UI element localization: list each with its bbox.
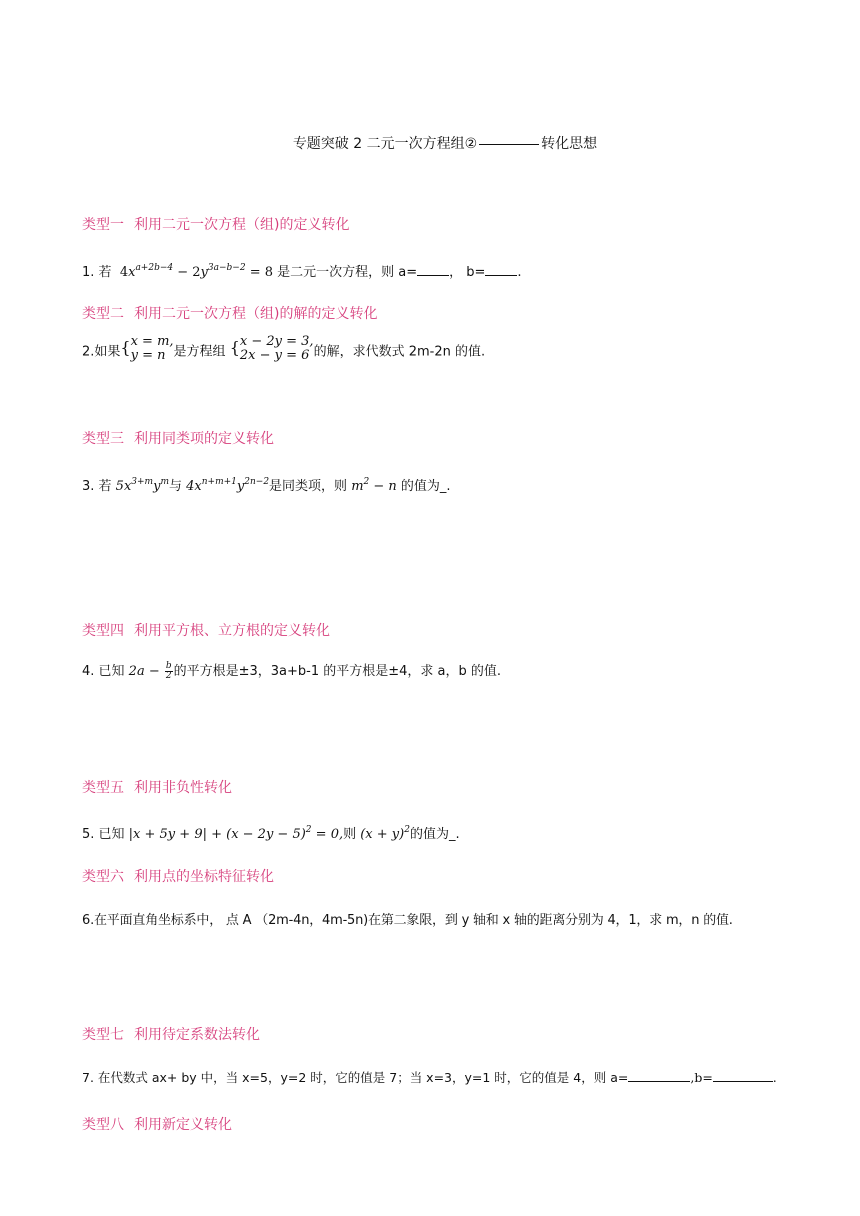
section-heading-3 bbox=[82, 428, 274, 448]
section-heading-6 bbox=[82, 866, 274, 886]
q2-sys2-line2: 2x − y = 6 bbox=[239, 348, 310, 363]
q3-suffix: 的值为_. bbox=[396, 479, 451, 494]
section-text: 利用同类项的定义转化 bbox=[134, 431, 274, 447]
q7-mid: ,b= bbox=[690, 1070, 713, 1085]
q3-term3: 4x bbox=[186, 479, 202, 494]
section-heading-7 bbox=[82, 1024, 260, 1044]
solution-system bbox=[120, 335, 173, 363]
q2-sys1-line2: y = n bbox=[130, 348, 166, 363]
q3-term5-exp: 2 bbox=[363, 477, 370, 487]
answer-blank-b[interactable] bbox=[485, 263, 517, 276]
answer-blank-a[interactable] bbox=[417, 263, 449, 276]
question-1 bbox=[82, 258, 522, 283]
section-type: 类型五 bbox=[82, 780, 124, 796]
section-text: 利用待定系数法转化 bbox=[134, 1027, 260, 1043]
q3-term4: y bbox=[236, 479, 245, 494]
section-text: 利用平方根、立方根的定义转化 bbox=[134, 623, 330, 639]
section-type: 类型七 bbox=[82, 1027, 124, 1043]
question-2 bbox=[82, 334, 486, 363]
fraction bbox=[165, 662, 173, 681]
title-right: 转化思想 bbox=[541, 136, 598, 152]
q3-term5: m bbox=[351, 479, 364, 494]
q5-expr3: (x + y) bbox=[360, 827, 405, 842]
q1-minus: − 2 bbox=[173, 265, 201, 280]
q2-suffix: 的解，求代数式 2m-2n 的值. bbox=[313, 344, 486, 360]
fraction-denominator: 2 bbox=[165, 671, 172, 681]
section-heading-8 bbox=[82, 1114, 232, 1134]
question-7 bbox=[82, 1068, 777, 1088]
section-type: 类型三 bbox=[82, 431, 124, 447]
q1-exp-x: a+2b−4 bbox=[135, 263, 174, 273]
q2-mid: 是方程组 bbox=[173, 344, 226, 360]
question-6: 6.在平面直角坐标系中， 点 A （2m-4n，4m-5n)在第二象限，到 y 轴和 x 轴的距离分别为 4，1，求 m，n 的值. bbox=[82, 913, 733, 928]
section-text: 利用新定义转化 bbox=[134, 1117, 232, 1133]
question-4 bbox=[82, 662, 501, 682]
q1-coef: 4 bbox=[119, 265, 129, 280]
q3-term2-exp: m bbox=[160, 477, 169, 487]
q1-equals: = 8 bbox=[245, 265, 274, 280]
section-type: 类型六 bbox=[82, 869, 124, 885]
section-text: 利用非负性转化 bbox=[134, 780, 232, 796]
q1-mid2: ， b= bbox=[449, 265, 486, 280]
page-title bbox=[0, 133, 860, 153]
section-type: 类型四 bbox=[82, 623, 124, 639]
q7-end: . bbox=[772, 1070, 777, 1085]
question-5 bbox=[82, 820, 460, 845]
q5-prefix: 5. 已知 bbox=[82, 827, 129, 842]
q2-prefix: 2.如果 bbox=[82, 344, 121, 360]
title-dash bbox=[479, 144, 539, 145]
fraction-numerator: b bbox=[165, 661, 172, 671]
q4-expr: 2a − bbox=[128, 664, 164, 679]
q5-exp1: 2 bbox=[305, 825, 312, 835]
brace-icon: { bbox=[120, 337, 131, 357]
q1-var-x: x bbox=[128, 265, 136, 280]
q1-var-y: y bbox=[200, 265, 208, 280]
q3-mid: 与 bbox=[169, 479, 187, 494]
brace-icon: { bbox=[229, 337, 240, 357]
section-type: 类型二 bbox=[82, 306, 124, 322]
q3-term1: 5x bbox=[115, 479, 132, 494]
q5-exp2: 2 bbox=[404, 825, 410, 835]
q3-term4-exp: 2n−2 bbox=[244, 477, 270, 487]
q4-prefix: 4. 已知 bbox=[82, 664, 129, 679]
q5-suffix: 的值为_. bbox=[409, 827, 460, 842]
q1-end: . bbox=[517, 265, 522, 280]
q3-term1-exp: 3+m bbox=[131, 477, 154, 487]
q5-mid: 则 bbox=[343, 827, 361, 842]
q3-mid2: 是同类项，则 bbox=[269, 479, 352, 494]
q2-sys2-line1: x − 2y = 3, bbox=[239, 334, 314, 349]
title-left: 专题突破 2 二元一次方程组② bbox=[292, 136, 478, 152]
q2-sys1-line1: x = m, bbox=[130, 334, 174, 349]
section-heading-1 bbox=[82, 214, 349, 234]
q7-text: 7. 在代数式 ax+ by 中，当 x=5，y=2 时，它的值是 7；当 x=3，y=1 时，它的值是 4，则 a= bbox=[82, 1070, 629, 1085]
answer-blank-b[interactable] bbox=[713, 1069, 773, 1082]
q1-mid: 是二元一次方程，则 a= bbox=[273, 265, 418, 280]
section-type: 类型一 bbox=[82, 217, 124, 233]
q4-suffix: 的平方根是±3，3a+b-1 的平方根是±4，求 a，b 的值. bbox=[173, 664, 502, 679]
q3-term6: − n bbox=[369, 479, 397, 494]
question-3 bbox=[82, 472, 451, 497]
section-heading-5 bbox=[82, 777, 232, 797]
q3-term2: y bbox=[153, 479, 161, 494]
section-text: 利用二元一次方程（组)的定义转化 bbox=[134, 217, 350, 233]
section-heading-4 bbox=[82, 620, 330, 640]
q3-prefix: 3. 若 bbox=[82, 479, 116, 494]
q1-prefix: 1. 若 bbox=[82, 265, 112, 280]
section-text: 利用二元一次方程（组)的解的定义转化 bbox=[134, 306, 378, 322]
section-heading-2 bbox=[82, 303, 377, 323]
equation-system bbox=[230, 335, 314, 363]
section-text: 利用点的坐标特征转化 bbox=[134, 869, 274, 885]
section-type: 类型八 bbox=[82, 1117, 124, 1133]
q1-exp-y: 3a−b−2 bbox=[207, 263, 246, 273]
q3-term3-exp: n+m+1 bbox=[201, 477, 237, 487]
q5-expr2: = 0, bbox=[311, 827, 344, 842]
q5-expr1: |x + 5y + 9| + (x − 2y − 5) bbox=[128, 827, 306, 842]
answer-blank-a[interactable] bbox=[628, 1069, 690, 1082]
